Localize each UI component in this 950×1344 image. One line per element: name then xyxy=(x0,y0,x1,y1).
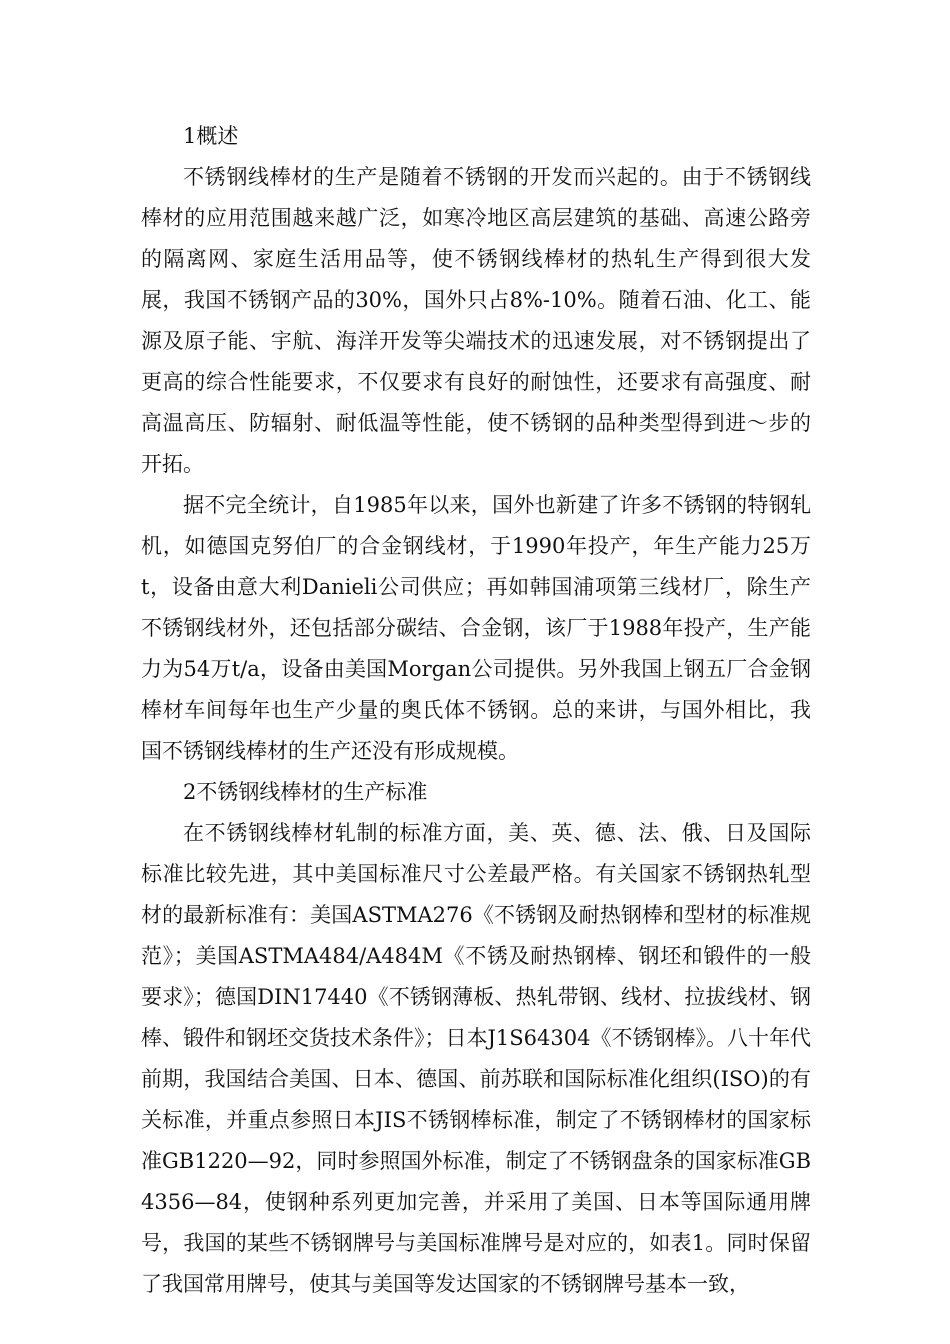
paragraph-statistics: 据不完全统计，自1985年以来，国外也新建了许多不锈钢的特钢轧机，如德国克努伯厂的合金钢线材，于1990年投产，年生产能力25万t，设备由意大利Danieli公司供应；再如韩国浦项第三线材厂，除生产不锈钢线材外，还包括部分碳结、合金钢，该厂于1988年投产，生产能力为54万t/a，设备由美国Morgan公司提供。另外我国上钢五厂合金钢棒材车间每年也生产少量的奥氏体不锈钢。总的来讲，与国外相比，我国不锈钢线棒材的生产还没有形成规模。 xyxy=(141,493,811,763)
document-page xyxy=(141,116,811,1305)
section-heading-standards: 2不锈钢线棒材的生产标准 xyxy=(183,780,428,804)
section-heading-overview: 1概述 xyxy=(183,124,239,148)
paragraph-overview: 不锈钢线棒材的生产是随着不锈钢的开发而兴起的。由于不锈钢线棒材的应用范围越来越广泛，如寒冷地区高层建筑的基础、高速公路旁的隔离网、家庭生活用品等，使不锈钢线棒材的热轧生产得到很大发展，我国不锈钢产品的30%，国外只占8%-10%。随着石油、化工、能源及原子能、宇航、海洋开发等尖端技术的迅速发展，对不锈钢提出了更高的综合性能要求，不仅要求有良好的耐蚀性，还要求有高强度、耐高温高压、防辐射、耐低温等性能，使不锈钢的品种类型得到进～步的开拓。 xyxy=(141,165,811,476)
paragraph-standards: 在不锈钢线棒材轧制的标准方面，美、英、德、法、俄、日及国际标准比较先进，其中美国标准尺寸公差最严格。有关国家不锈钢热轧型材的最新标准有：美国ASTMA276《不锈钢及耐热钢棒和型材的标准规范》；美国ASTMA484/A484M《不锈及耐热钢棒、钢坯和锻件的一般要求》；德国DIN17440《不锈钢薄板、热轧带钢、线材、拉拔线材、钢棒、锻件和钢坯交货技术条件》；日本J1S64304《不锈钢棒》。八十年代前期，我国结合美国、日本、德国、前苏联和国际标准化组织(ISO)的有关标准，并重点参照日本JIS不锈钢棒标准，制定了不锈钢棒材的国家标准GB1220—92，同时参照国外标准，制定了不锈钢盘条的国家标准GB4356—84，使钢种系列更加完善，并采用了美国、日本等国际通用牌号，我国的某些不锈钢牌号与美国标准牌号是对应的，如表1。同时保留了我国常用牌号，使其与美国等发达国家的不锈钢牌号基本一致， xyxy=(141,821,811,1296)
